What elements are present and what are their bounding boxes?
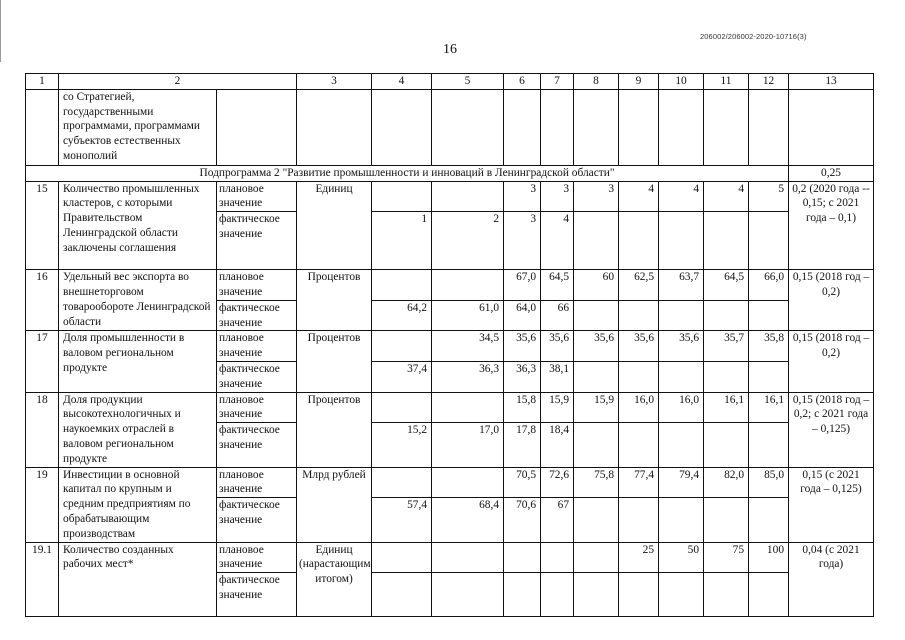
plan-value: 4 bbox=[704, 181, 749, 212]
fact-value bbox=[574, 361, 619, 392]
cell bbox=[541, 89, 574, 165]
fact-value: 68,4 bbox=[432, 498, 504, 542]
subprogram-row bbox=[26, 165, 874, 181]
col-header-12: 12 bbox=[749, 74, 789, 90]
fact-value: 3 bbox=[504, 212, 541, 270]
plan-value bbox=[432, 270, 504, 301]
plan-value: 34,5 bbox=[432, 331, 504, 362]
fact-value: 2 bbox=[432, 212, 504, 270]
indicator-number: 19.1 bbox=[26, 542, 59, 617]
indicator-plan-row bbox=[26, 181, 874, 212]
fact-label: фактическое значение bbox=[217, 573, 297, 617]
plan-label: плановое значение bbox=[217, 542, 297, 573]
indicator-weight: 0,2 (2020 года -- 0,15; с 2021 года – 0,1) bbox=[789, 181, 874, 270]
col-header-9: 9 bbox=[619, 74, 659, 90]
fact-value bbox=[659, 212, 704, 270]
plan-value: 63,7 bbox=[659, 270, 704, 301]
plan-value: 35,6 bbox=[574, 331, 619, 362]
fact-label: фактическое значение bbox=[217, 300, 297, 331]
plan-value: 79,4 bbox=[659, 467, 704, 498]
fact-value bbox=[749, 498, 789, 542]
cell bbox=[574, 89, 619, 165]
plan-value: 75,8 bbox=[574, 467, 619, 498]
fact-value: 17,8 bbox=[504, 423, 541, 467]
subprogram-weight: 0,25 bbox=[789, 165, 874, 181]
fact-value: 37,4 bbox=[372, 361, 432, 392]
indicator-number: 19 bbox=[26, 467, 59, 542]
fact-value bbox=[619, 423, 659, 467]
fact-value bbox=[574, 573, 619, 617]
indicator-weight: 0,04 (с 2021 года) bbox=[789, 542, 874, 617]
unit: Млрд рублей bbox=[297, 467, 372, 542]
unit: Процентов bbox=[297, 392, 372, 467]
plan-value: 15,8 bbox=[504, 392, 541, 423]
plan-label: плановое значение bbox=[217, 331, 297, 362]
indicator-number: 16 bbox=[26, 270, 59, 331]
plan-value: 35,6 bbox=[541, 331, 574, 362]
plan-value bbox=[432, 542, 504, 573]
plan-value: 35,6 bbox=[504, 331, 541, 362]
plan-value: 62,5 bbox=[619, 270, 659, 301]
plan-value: 4 bbox=[659, 181, 704, 212]
fact-label: фактическое значение bbox=[217, 361, 297, 392]
fact-value bbox=[574, 300, 619, 331]
cell bbox=[372, 89, 432, 165]
indicator-number: 15 bbox=[26, 181, 59, 270]
fact-value bbox=[704, 300, 749, 331]
unit: Единиц bbox=[297, 181, 372, 270]
indicator-name: Удельный вес экспорта во внешнеторговом товарообороте Ленинградской области bbox=[59, 270, 217, 331]
fact-value bbox=[704, 423, 749, 467]
col-header-4: 4 bbox=[372, 74, 432, 90]
fact-label: фактическое значение bbox=[217, 423, 297, 467]
col-header-8: 8 bbox=[574, 74, 619, 90]
fact-value bbox=[749, 573, 789, 617]
plan-value: 35,8 bbox=[749, 331, 789, 362]
fact-value bbox=[659, 361, 704, 392]
fact-value bbox=[749, 423, 789, 467]
plan-value: 25 bbox=[619, 542, 659, 573]
plan-value: 3 bbox=[574, 181, 619, 212]
fact-value: 1 bbox=[372, 212, 432, 270]
plan-value bbox=[372, 331, 432, 362]
fact-value bbox=[619, 300, 659, 331]
fact-label: фактическое значение bbox=[217, 498, 297, 542]
fact-value bbox=[659, 423, 704, 467]
fact-value bbox=[574, 423, 619, 467]
col-header-6: 6 bbox=[504, 74, 541, 90]
indicator-name: Инвестиции в основной капитал по крупным и средним предприятиям по обрабатывающим производствам bbox=[59, 467, 217, 542]
plan-value: 64,5 bbox=[541, 270, 574, 301]
plan-value: 15,9 bbox=[541, 392, 574, 423]
plan-value bbox=[541, 542, 574, 573]
plan-value: 82,0 bbox=[704, 467, 749, 498]
plan-value: 16,0 bbox=[659, 392, 704, 423]
plan-value: 3 bbox=[504, 181, 541, 212]
fact-value bbox=[749, 361, 789, 392]
indicator-weight: 0,15 (2018 год – 0,2; с 2021 года – 0,125) bbox=[789, 392, 874, 467]
plan-value bbox=[432, 467, 504, 498]
plan-value: 75 bbox=[704, 542, 749, 573]
fact-value: 61,0 bbox=[432, 300, 504, 331]
page-number: 16 bbox=[443, 42, 457, 57]
fact-value bbox=[372, 573, 432, 617]
indicator-name: Доля промышленности в валовом региональном продукте bbox=[59, 331, 217, 392]
col-header-7: 7 bbox=[541, 74, 574, 90]
plan-value: 66,0 bbox=[749, 270, 789, 301]
fact-value bbox=[749, 212, 789, 270]
fact-value bbox=[659, 573, 704, 617]
plan-value: 3 bbox=[541, 181, 574, 212]
fact-value: 4 bbox=[541, 212, 574, 270]
plan-value bbox=[504, 542, 541, 573]
cell bbox=[217, 89, 297, 165]
indicator-weight: 0,15 (2018 год – 0,2) bbox=[789, 331, 874, 392]
plan-value: 100 bbox=[749, 542, 789, 573]
indicator-number: 17 bbox=[26, 331, 59, 392]
fact-value: 57,4 bbox=[372, 498, 432, 542]
fact-value bbox=[504, 573, 541, 617]
column-header-row bbox=[26, 74, 874, 90]
plan-value bbox=[574, 542, 619, 573]
fact-value: 18,4 bbox=[541, 423, 574, 467]
fact-value bbox=[749, 300, 789, 331]
fact-value: 36,3 bbox=[432, 361, 504, 392]
indicator-weight: 0,15 (2018 год – 0,2) bbox=[789, 270, 874, 331]
fact-value bbox=[619, 361, 659, 392]
cell bbox=[504, 89, 541, 165]
indicator-plan-row bbox=[26, 542, 874, 573]
plan-value: 16,0 bbox=[619, 392, 659, 423]
unit: Процентов bbox=[297, 270, 372, 331]
indicator-name: Доля продукции высокотехнологичных и наукоемких отраслей в валовом региональном продукте bbox=[59, 392, 217, 467]
col-header-11: 11 bbox=[704, 74, 749, 90]
fact-value bbox=[619, 498, 659, 542]
plan-value bbox=[432, 181, 504, 212]
plan-value: 67,0 bbox=[504, 270, 541, 301]
fact-value bbox=[619, 573, 659, 617]
plan-value bbox=[372, 181, 432, 212]
cell bbox=[704, 89, 749, 165]
col-header-2: 2 bbox=[59, 74, 297, 90]
plan-label: плановое значение bbox=[217, 181, 297, 212]
indicator-plan-row bbox=[26, 392, 874, 423]
plan-value: 64,5 bbox=[704, 270, 749, 301]
plan-value: 35,6 bbox=[659, 331, 704, 362]
fact-value: 64,0 bbox=[504, 300, 541, 331]
continuation-row bbox=[26, 89, 874, 165]
plan-value: 16,1 bbox=[704, 392, 749, 423]
plan-value: 4 bbox=[619, 181, 659, 212]
col-header-3: 3 bbox=[297, 74, 372, 90]
plan-value: 70,5 bbox=[504, 467, 541, 498]
cell bbox=[659, 89, 704, 165]
fact-value: 64,2 bbox=[372, 300, 432, 331]
plan-value bbox=[432, 392, 504, 423]
fact-value bbox=[541, 573, 574, 617]
plan-value: 85,0 bbox=[749, 467, 789, 498]
indicator-plan-row bbox=[26, 467, 874, 498]
continuation-text: со Стратегией, государственными программами, программами субъектов естественных монополий bbox=[59, 89, 217, 165]
plan-value: 72,6 bbox=[541, 467, 574, 498]
col-header-5: 5 bbox=[432, 74, 504, 90]
indicator-number: 18 bbox=[26, 392, 59, 467]
fact-value bbox=[704, 573, 749, 617]
indicator-plan-row bbox=[26, 270, 874, 301]
col-header-13: 13 bbox=[789, 74, 874, 90]
fact-value bbox=[659, 300, 704, 331]
indicators-table bbox=[25, 73, 874, 617]
plan-value: 16,1 bbox=[749, 392, 789, 423]
cell bbox=[789, 89, 874, 165]
scan-edge-line bbox=[0, 0, 1, 62]
document-id: 206002/206002-2020-10716(3) bbox=[700, 32, 807, 41]
cell bbox=[749, 89, 789, 165]
plan-value: 35,7 bbox=[704, 331, 749, 362]
subprogram-title: Подпрограмма 2 "Развитие промышленности и инноваций в Ленинградской области" bbox=[26, 165, 789, 181]
fact-value bbox=[659, 498, 704, 542]
fact-value: 17,0 bbox=[432, 423, 504, 467]
fact-value bbox=[704, 361, 749, 392]
plan-value bbox=[372, 392, 432, 423]
plan-label: плановое значение bbox=[217, 467, 297, 498]
plan-value: 60 bbox=[574, 270, 619, 301]
plan-value bbox=[372, 467, 432, 498]
unit: Процентов bbox=[297, 331, 372, 392]
plan-value: 50 bbox=[659, 542, 704, 573]
fact-value bbox=[574, 212, 619, 270]
fact-value bbox=[574, 498, 619, 542]
fact-value bbox=[432, 573, 504, 617]
col-header-10: 10 bbox=[659, 74, 704, 90]
plan-label: плановое значение bbox=[217, 392, 297, 423]
plan-value: 15,9 bbox=[574, 392, 619, 423]
fact-value: 70,6 bbox=[504, 498, 541, 542]
plan-value: 35,6 bbox=[619, 331, 659, 362]
fact-value bbox=[704, 498, 749, 542]
cell bbox=[297, 89, 372, 165]
indicator-weight: 0,15 (с 2021 года – 0,125) bbox=[789, 467, 874, 542]
indicator-name: Количество созданных рабочих мест* bbox=[59, 542, 217, 617]
fact-value: 38,1 bbox=[541, 361, 574, 392]
cell bbox=[619, 89, 659, 165]
fact-value: 36,3 bbox=[504, 361, 541, 392]
cell bbox=[26, 89, 59, 165]
fact-value: 66 bbox=[541, 300, 574, 331]
plan-value: 5 bbox=[749, 181, 789, 212]
plan-value: 77,4 bbox=[619, 467, 659, 498]
cell bbox=[432, 89, 504, 165]
plan-value bbox=[372, 270, 432, 301]
fact-value bbox=[704, 212, 749, 270]
plan-value bbox=[372, 542, 432, 573]
fact-label: фактическое значение bbox=[217, 212, 297, 270]
fact-value bbox=[619, 212, 659, 270]
indicator-name: Количество промышленных кластеров, с которыми Правительством Ленинградской области заключены соглашения bbox=[59, 181, 217, 270]
indicator-plan-row bbox=[26, 331, 874, 362]
unit: Единиц (нарастающим итогом) bbox=[297, 542, 372, 617]
col-header-1: 1 bbox=[26, 74, 59, 90]
plan-label: плановое значение bbox=[217, 270, 297, 301]
fact-value: 67 bbox=[541, 498, 574, 542]
fact-value: 15,2 bbox=[372, 423, 432, 467]
